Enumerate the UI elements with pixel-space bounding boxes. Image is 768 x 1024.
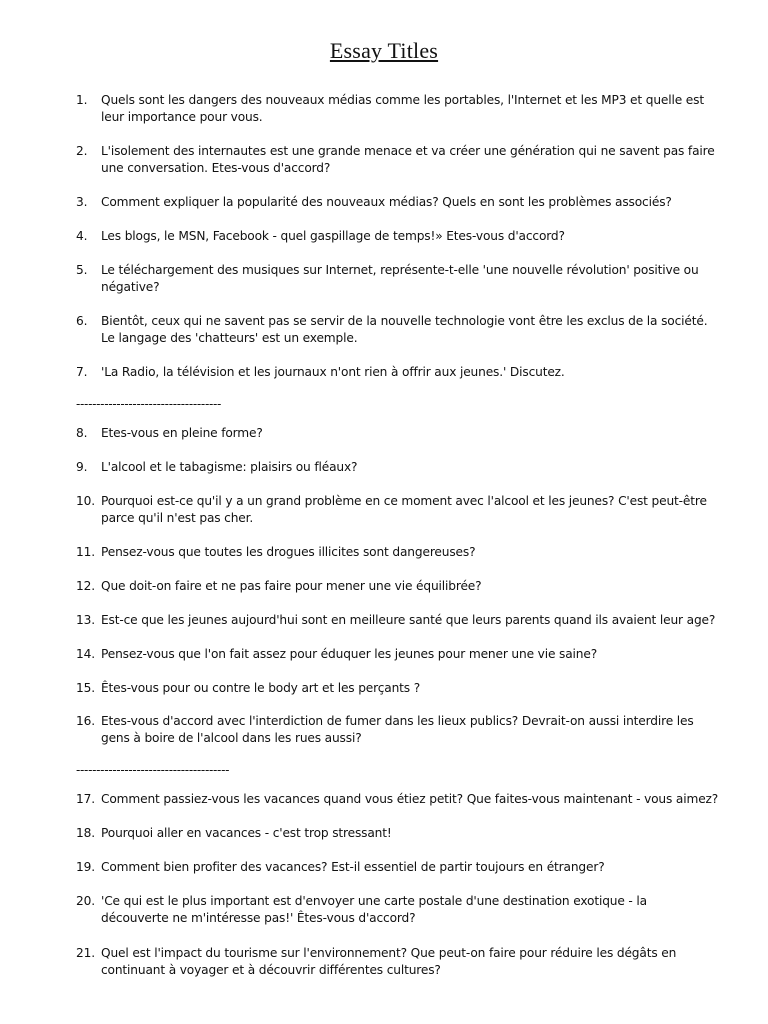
item-text: 'Ce qui est le plus important est d'envoyer une carte postale d'une destination exotique - la découverte ne m'intéresse pas!' Êtes-vous d'accord? [101,894,647,925]
item-number: 15. [76,681,95,695]
item-number: 19. [76,860,95,874]
item-number: 2. [76,144,88,158]
essay-item-15 [76,680,726,697]
essay-item-10 [76,493,726,527]
item-text: Que doit-on faire et ne pas faire pour mener une vie équilibrée? [101,579,482,593]
item-number: 10. [76,494,95,508]
essay-item-18 [76,825,726,842]
item-text: Le téléchargement des musiques sur Internet, représente-t-elle 'une nouvelle révolution' positive ou négative? [101,263,699,294]
item-text: Les blogs, le MSN, Facebook - quel gaspillage de temps!» Etes-vous d'accord? [101,229,565,243]
item-text: L'isolement des internautes est une grande menace et va créer une génération qui ne savent pas faire une conversation. Etes-vous d'accord? [101,144,715,175]
section-divider: ------------------------------------ [76,397,222,411]
item-number: 7. [76,365,88,379]
essay-item-21 [76,945,726,979]
page-title: Essay Titles [329,38,439,63]
essay-item-9 [76,459,726,476]
item-text: Quel est l'impact du tourisme sur l'environnement? Que peut-on faire pour réduire les dégâts en continuant à voyager et à découvrir différentes cultures? [101,946,677,977]
item-text: Comment bien profiter des vacances? Est-il essentiel de partir toujours en étranger? [101,860,605,874]
item-text: Comment expliquer la popularité des nouveaux médias? Quels en sont les problèmes associés? [101,195,672,209]
item-number: 8. [76,426,88,440]
item-number: 14. [76,647,95,661]
item-text: Etes-vous en pleine forme? [101,426,263,440]
essay-item-6 [76,313,726,347]
item-text: Quels sont les dangers des nouveaux médias comme les portables, l'Internet et les MP3 et quelle est leur importance pour vous. [101,93,704,124]
item-text: L'alcool et le tabagisme: plaisirs ou fléaux? [101,460,358,474]
item-text: 'La Radio, la télévision et les journaux n'ont rien à offrir aux jeunes.' Discutez. [101,365,565,379]
item-text: Etes-vous d'accord avec l'interdiction de fumer dans les lieux publics? Devrait-on aussi interdire les gens à boire de l'alcool dans les rues aussi? [101,714,694,745]
item-number: 12. [76,579,95,593]
item-text: Est-ce que les jeunes aujourd'hui sont en meilleure santé que leurs parents quand ils avaient leur age? [101,613,716,627]
item-number: 6. [76,314,88,328]
item-text: Pourquoi aller en vacances - c'est trop stressant! [101,826,392,840]
item-number: 11. [76,545,95,559]
item-number: 16. [76,714,95,728]
essay-item-7 [76,364,726,381]
essay-item-12 [76,578,726,595]
item-number: 5. [76,263,88,277]
essay-item-19 [76,859,726,876]
item-text: Bientôt, ceux qui ne savent pas se servir de la nouvelle technologie vont être les exclus de la société. Le langage des 'chatteurs' est un exemple. [101,314,708,345]
essay-item-2 [76,143,726,177]
item-number: 4. [76,229,88,243]
item-number: 1. [76,93,88,107]
item-text: Êtes-vous pour ou contre le body art et les perçants ? [101,681,421,695]
item-text: Pensez-vous que toutes les drogues illicites sont dangereuses? [101,545,476,559]
item-number: 3. [76,195,88,209]
essay-item-3 [76,194,726,211]
essay-item-11 [76,544,726,561]
essay-item-14 [76,646,726,663]
essay-item-20 [76,893,726,927]
item-number: 17. [76,792,95,806]
item-number: 20. [76,894,95,908]
item-number: 21. [76,946,95,960]
item-text: Comment passiez-vous les vacances quand vous étiez petit? Que faites-vous maintenant - vous aimez? [101,792,719,806]
essay-item-4 [76,228,726,245]
section-divider: -------------------------------------- [76,763,230,777]
item-number: 9. [76,460,88,474]
item-text: Pourquoi est-ce qu'il y a un grand problème en ce moment avec l'alcool et les jeunes? C'est peut-être parce qu'il n'est pas cher. [101,494,707,525]
item-number: 18. [76,826,95,840]
essay-item-1 [76,92,726,126]
essay-item-8 [76,425,726,442]
item-text: Pensez-vous que l'on fait assez pour éduquer les jeunes pour mener une vie saine? [101,647,598,661]
essay-item-13 [76,612,726,629]
essay-item-17 [76,791,726,808]
essay-item-16 [76,713,726,747]
item-number: 13. [76,613,95,627]
essay-item-5 [76,262,726,296]
